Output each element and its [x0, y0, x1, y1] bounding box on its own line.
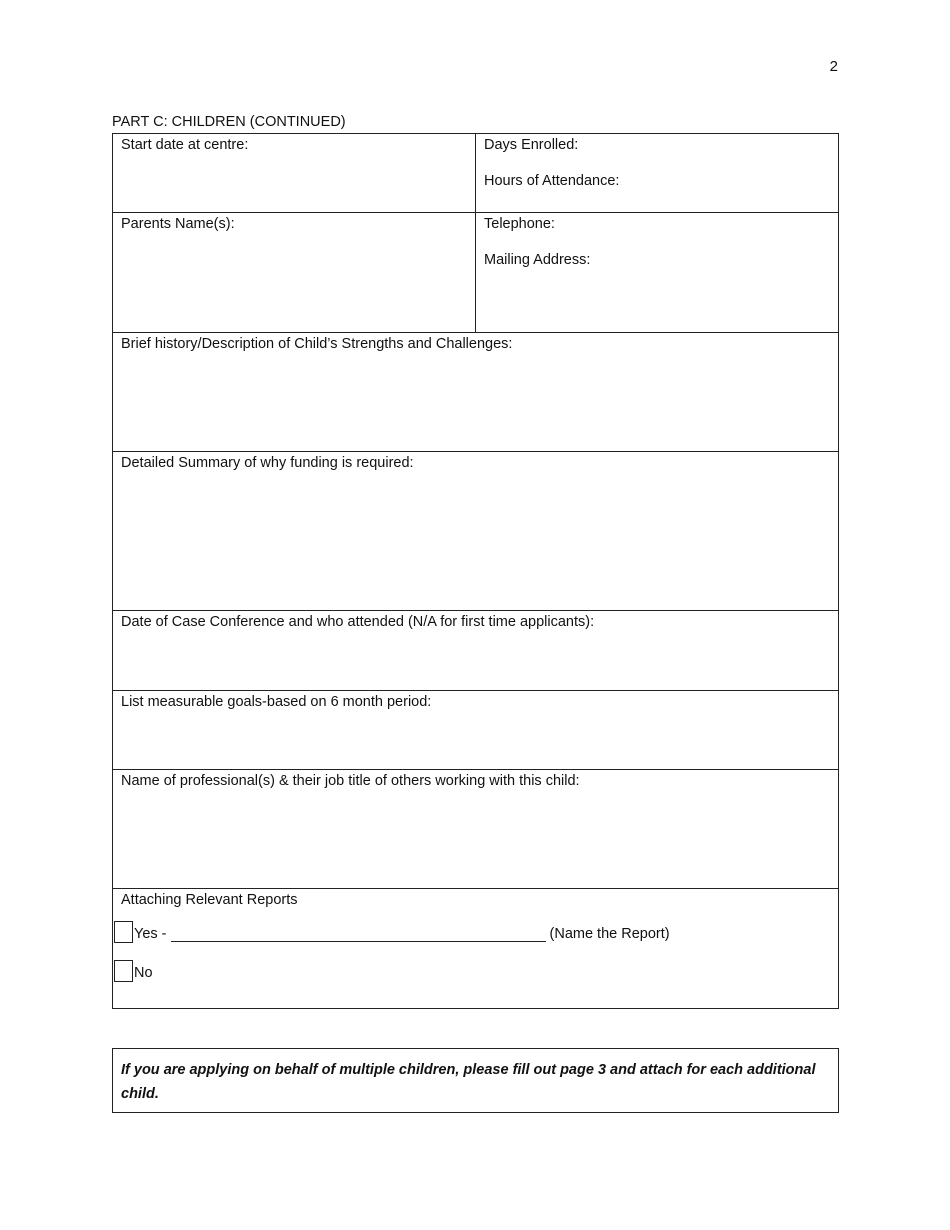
contact-cell[interactable]: [476, 213, 839, 333]
days-enrolled-label: Days Enrolled:: [484, 137, 579, 153]
brief-history-cell[interactable]: [113, 333, 839, 452]
reports-cell: [113, 889, 839, 1009]
start-date-cell[interactable]: [113, 134, 476, 213]
report-name-hint: (Name the Report): [549, 926, 670, 942]
table-row: [113, 333, 839, 452]
funding-summary-label: Detailed Summary of why funding is required:: [121, 455, 414, 471]
page-number: 2: [829, 58, 838, 75]
table-row: [113, 770, 839, 889]
reports-yes-row: [121, 921, 830, 947]
reports-no-row: [121, 960, 830, 986]
reports-heading: Attaching Relevant Reports: [121, 892, 298, 908]
table-row: [113, 611, 839, 691]
start-date-label: Start date at centre:: [121, 137, 249, 153]
multiple-children-note: If you are applying on behalf of multiple children, please fill out page 3 and attach for each additional child.: [112, 1048, 839, 1113]
funding-summary-cell[interactable]: [113, 452, 839, 611]
enrollment-cell[interactable]: [476, 134, 839, 213]
goals-label: List measurable goals-based on 6 month period:: [121, 694, 432, 710]
telephone-label: Telephone:: [484, 216, 555, 232]
table-row: [113, 213, 839, 333]
children-form-table: [112, 133, 839, 1009]
section-title: PART C: CHILDREN (CONTINUED): [112, 114, 346, 130]
professionals-cell[interactable]: [113, 770, 839, 889]
case-conference-cell[interactable]: [113, 611, 839, 691]
reports-yes-label: Yes -: [134, 926, 167, 942]
parents-names-label: Parents Name(s):: [121, 216, 235, 232]
table-row: [113, 691, 839, 770]
hours-attendance-label: Hours of Attendance:: [484, 173, 620, 189]
reports-no-label: No: [134, 965, 153, 981]
professionals-label: Name of professional(s) & their job title of others working with this child:: [121, 773, 580, 789]
table-row: [113, 452, 839, 611]
table-row: [113, 889, 839, 1009]
goals-cell[interactable]: [113, 691, 839, 770]
parents-names-cell[interactable]: [113, 213, 476, 333]
reports-yes-checkbox[interactable]: [114, 921, 133, 943]
mailing-address-label: Mailing Address:: [484, 252, 591, 268]
report-name-line[interactable]: [171, 927, 546, 942]
case-conference-label: Date of Case Conference and who attended (N/A for first time applicants):: [121, 614, 595, 630]
brief-history-label: Brief history/Description of Child’s Strengths and Challenges:: [121, 336, 513, 352]
table-row: [113, 134, 839, 213]
reports-no-checkbox[interactable]: [114, 960, 133, 982]
